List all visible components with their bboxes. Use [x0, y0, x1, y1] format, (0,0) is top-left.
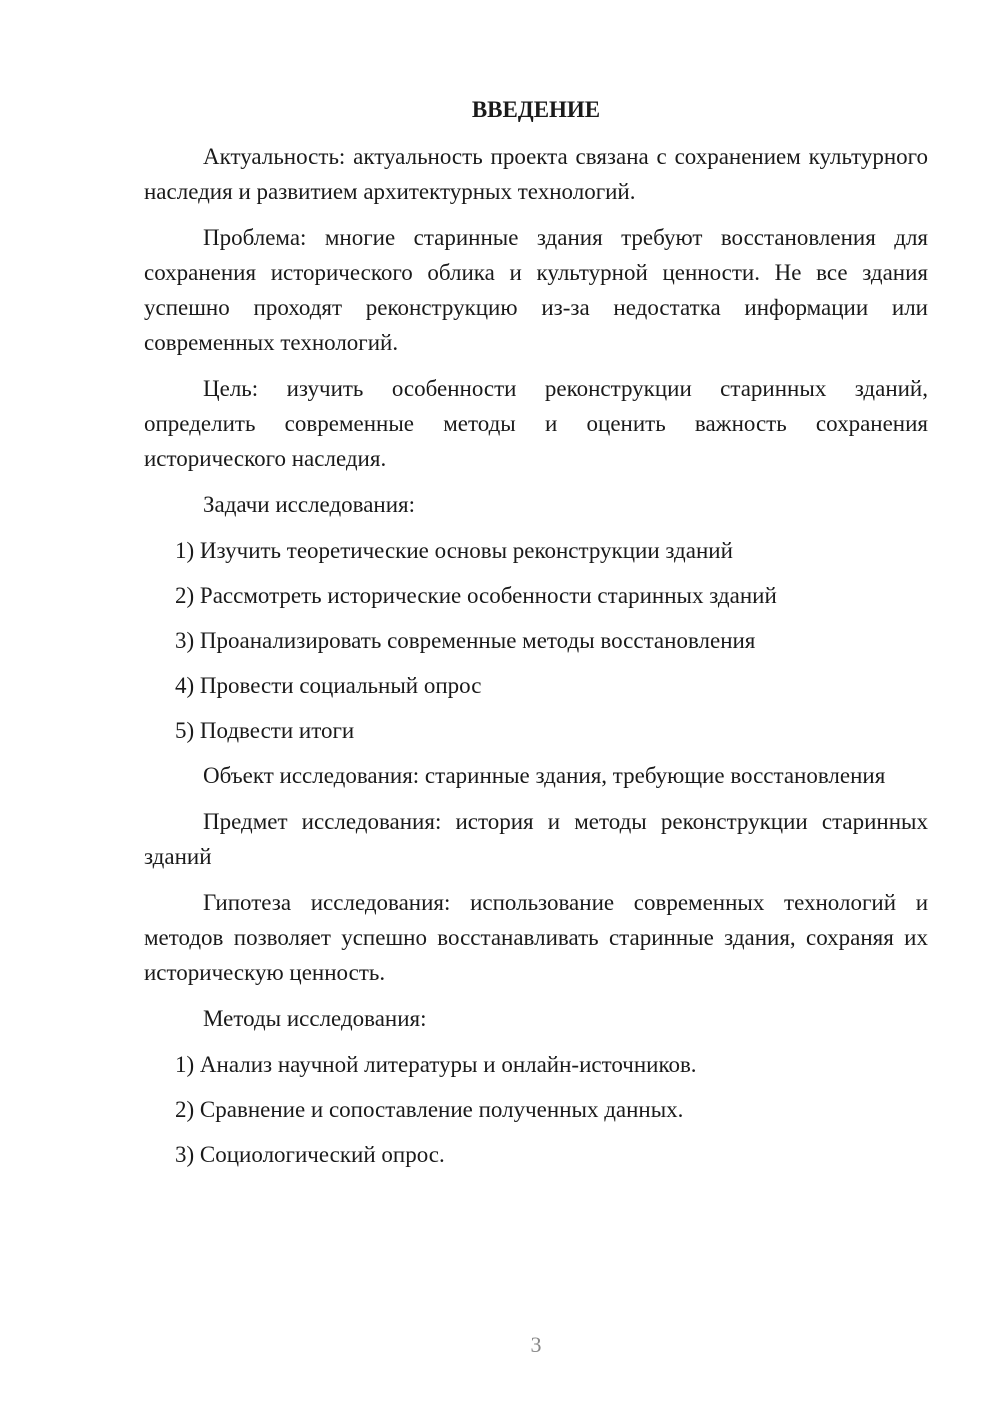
subject-paragraph: Предмет исследования: история и методы реконструкции старинных зданий — [144, 809, 928, 869]
method-item: 3) Социологический опрос. — [175, 1142, 445, 1167]
method-item: 2) Сравнение и сопоставление полученных данных. — [175, 1097, 684, 1122]
problem-paragraph: Проблема: многие старинные здания требуют восстановления для сохранения исторического облика и культурной ценности. Не все здания успешно проходят реконструкцию из-за недостатка информации или современных технологий. — [144, 225, 928, 355]
task-item: 2) Рассмотреть исторические особенности старинных зданий — [175, 583, 777, 608]
task-item: 1) Изучить теоретические основы реконструкции зданий — [175, 538, 733, 563]
task-item: 5) Подвести итоги — [175, 718, 355, 743]
task-item: 3) Проанализировать современные методы восстановления — [175, 628, 756, 653]
hypothesis-paragraph: Гипотеза исследования: использование современных технологий и методов позволяет успешно восстанавливать старинные здания, сохраняя их историческую ценность. — [144, 890, 928, 985]
document-body — [144, 92, 928, 1182]
task-item: 4) Провести социальный опрос — [175, 673, 482, 698]
relevance-paragraph: Актуальность: актуальность проекта связана с сохранением культурного наследия и развитием архитектурных технологий. — [144, 144, 928, 204]
method-item: 1) Анализ научной литературы и онлайн-источников. — [175, 1052, 697, 1077]
tasks-heading: Задачи исследования: — [203, 492, 416, 517]
methods-heading: Методы исследования: — [203, 1006, 427, 1031]
section-title: ВВЕДЕНИЕ — [471, 97, 601, 122]
object-paragraph: Объект исследования: старинные здания, требующие восстановления — [203, 763, 886, 788]
goal-paragraph: Цель: изучить особенности реконструкции старинных зданий, определить современные методы и оценить важность сохранения исторического наследия. — [144, 376, 928, 471]
page-number: 3 — [530, 1332, 542, 1357]
